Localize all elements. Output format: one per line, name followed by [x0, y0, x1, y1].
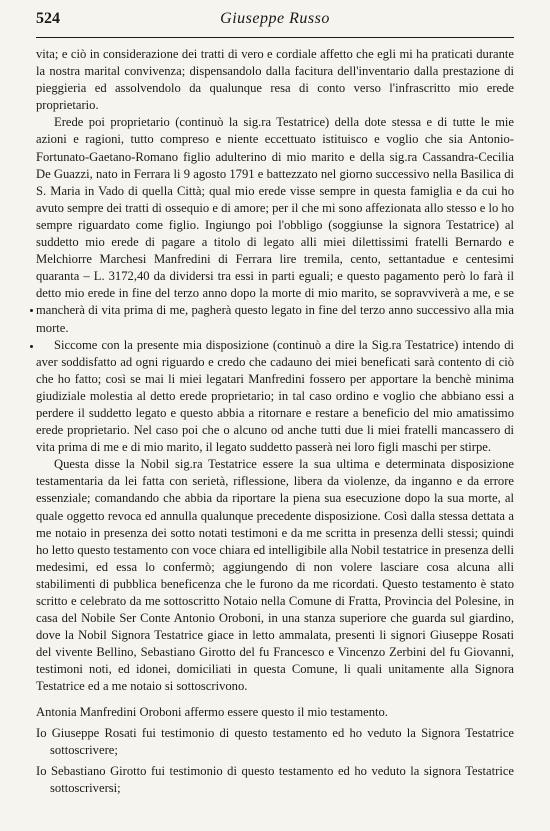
page-header — [36, 10, 514, 32]
paragraph-legatees: Siccome con la presente mia disposizione (continuò a dire la Sig.ra Testatrice) intendo di aver soddisfatto ad ogni riguardo e credo che cadauno dei miei beneficati sarà contento di ciò che ho fatto; così se mai li miei legatari Manfredini fossero per apportare la benchè minima giudiziale molestia al detto erede proprietario; in tal caso ordino e voglio che abbiano essi a perdere il suddetto legato e questo abbia a ritornare e restare a beneficio del mio amatissimo erede proprietario. Nel caso poi che o alcuno od anche tutti due li miei fratelli mancassero di vita prima di me e di mio marito, il legato suddetto passerà nei loro figli maschi per stirpe. — [36, 337, 514, 455]
signature-testatrix: Antonia Manfredini Oroboni affermo essere questo il mio testamento. — [36, 704, 388, 719]
paragraph-continuation: vita; e ciò in considerazione dei tratti di vero e cordiale affetto che egli mi ha praticati durante la nostra marital convivenza; dispensandolo dalla facitura dell'inventario dalla prestazione di pieggieria ed assolvendolo da qualunque resa di conto verso l'infrascritto mio erede proprietario. — [36, 47, 514, 113]
signature-witness-girotto: Io Sebastiano Girotto fui testimonio di questo testamento ed ho veduto la signora Testatrice sottoscriversi; — [36, 763, 514, 795]
margin-mark — [30, 309, 33, 312]
signature-witness-rosati: Io Giuseppe Rosati fui testimonio di questo testamento ed ho veduto la Signora Testatrice sottoscrivere; — [36, 725, 514, 757]
paragraph-heir: Erede poi proprietario (continuò la sig.ra Testatrice) della dote stessa e di tutte le mie azioni e ragioni, tutto compreso e niente eccettuato istituisco e voglio che sia Antonio-Fortunato-Gaetano-Romano figlio adulterino di mio marito e della sig.ra Cassandra-Cecilia De Guazzi, nato in Ferrara li 9 agosto 1791 e battezzato nel giorno successivo nella Basilica di S. Maria in Vado di quella Città; qual mio erede visse sempre in questa famiglia e da cui ho avuto sempre dei tratti di ossequio e di amore; per il che mi sono affezionata allo stesso e lo ho sempre riguardato come figlio. Ingiungo poi l'obbligo (soggiunse la signora Testatrice) al suddetto mio erede di pagare a titolo di legato alli miei dilettissimi fratelli Bernardo e Melchiorre Marchesi Manfredini di Ferrara lire tremila, cento, settantadue e centesimi quaranta – L. 3172,40 da dividersi tra essi in parti eguali; e questo pagamento però lo farà il detto mio erede in fine del terzo anno dopo la morte di mio marito, se sopravviverà a me, e se mancherà di vita prima di me, pagherà questo legato in fine del terzo anno successivo alla mia morte. — [36, 115, 514, 335]
header-rule — [36, 37, 514, 38]
margin-mark — [30, 345, 33, 348]
running-title: Giuseppe Russo — [220, 10, 330, 27]
body-text — [36, 46, 514, 801]
signature-block — [36, 704, 514, 797]
paragraph-final-disposition: Questa disse la Nobil sig.ra Testatrice essere la sua ultima e determinata disposizione testamentaria da lei fatta con serietà, riflessione, libera da violenze, da inganno e da errore essenziale; comandando che abbia da riportare la piena sua esecuzione dopo la sua morte, al quale oggetto revoca ed annulla qualunque precedente disposizione. Così dalla stessa dettata a me notaio in presenza dei sotto notati testimoni e da me scritta in presenza delli stessi; quindi ho letto questo testamento con voce chiara ed intelligibile alla Nobil testatrice in presenza delli medesimi, ed essa lo confermò; aggiungendo di non volere lasciare cosa alcuna alli stabilimenti di pubblica beneficenza che le furono da me ricordati. Questo testamento è stato scritto e celebrato da me sottoscritto Notaio nella Comune di Fratta, Provincia del Polesine, in casa del Nobile Ser Conte Antonio Oroboni, in una stanza superiore che guarda sul giardino, dove la Nobil Signora Testatrice giace in letto ammalata, presenti li signori Giuseppe Rosati del vivente Bellino, Sebastiano Girotto del fu Francesco e Vincenzo Zerbini del fu Giovanni, testimoni noti, ed idonei, domiciliati in questa Comune, li quali unitamente alla Signora Testatrice ed a me notaio si sottoscrivono. — [36, 457, 514, 694]
page-number: 524 — [36, 10, 60, 27]
